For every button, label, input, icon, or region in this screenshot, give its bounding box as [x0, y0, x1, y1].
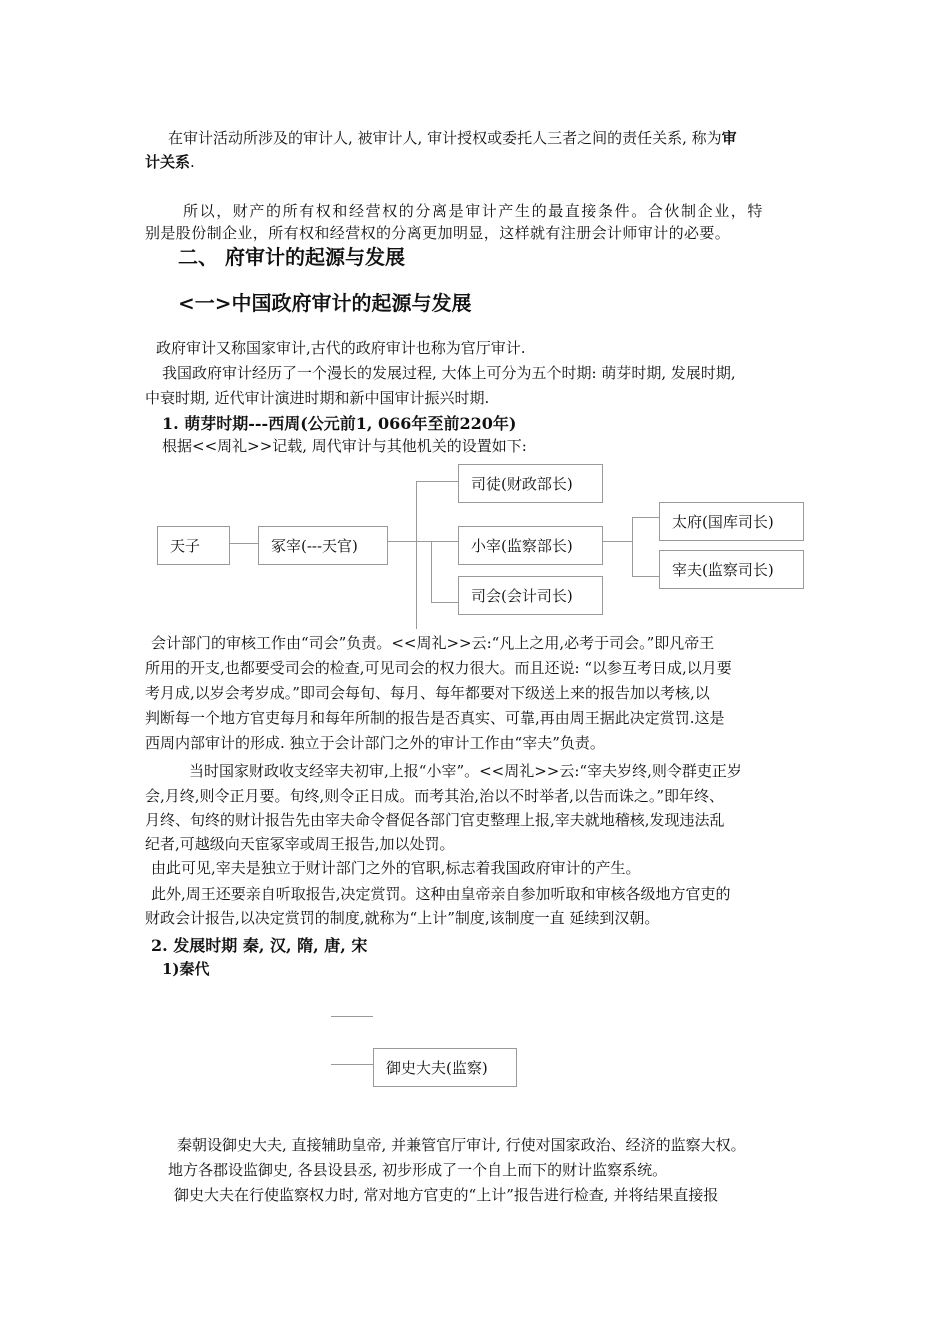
connector-line	[331, 1064, 374, 1065]
ownership-line-1: 所以，财产的所有权和经营权的分离是审计产生的最直接条件。合伙制企业，特	[183, 202, 765, 220]
section-2-sub-qin: 1)秦代	[162, 960, 210, 978]
sihui-para-line: 考月成,以岁会考岁成。”即司会每旬、每月、每年都要对下级送上来的报告加以考核,以	[145, 684, 710, 702]
ownership-line-2: 别是股份制企业，所有权和经营权的分离更加明显，这样就有注册会计师审计的必要。	[145, 224, 731, 242]
connector-line	[603, 541, 633, 542]
connector-line	[431, 602, 459, 603]
node-xiaozai: 小宰(监察部长)	[458, 526, 603, 565]
node-yushi-dafu: 御史大夫(监察)	[373, 1048, 517, 1087]
section-1-intro: 根据<<周礼>>记载, 周代审计与其他机关的设置如下:	[162, 437, 527, 455]
connector-line	[331, 1016, 373, 1017]
section-1-title: 1. 萌芽时期---西周(公元前1, 066年至前220年)	[162, 414, 517, 433]
node-zaifu: 宰夫(监察司长)	[659, 550, 804, 589]
node-tianzi: 天子	[157, 526, 230, 565]
section-heading-china: <一>中国政府审计的起源与发展	[178, 291, 472, 315]
gov-audit-definition: 政府审计又称国家审计,古代的政府审计也称为官厅审计.	[156, 339, 526, 357]
qin-para-line: 地方各郡设监御史, 各县设县丞, 初步形成了一个自上而下的财计监察系统。	[168, 1161, 668, 1179]
node-sihui: 司会(会计司长)	[458, 576, 603, 615]
periods-line-1: 我国政府审计经历了一个漫长的发展过程, 大体上可分为五个时期: 萌芽时期, 发展时期,	[162, 364, 736, 382]
sihui-para-line: 所用的开支,也都要受司会的检查,可见司会的权力很大。而且还说: “以参互考日成,以月要	[145, 659, 732, 677]
sihui-para-line: 判断每一个地方官吏每月和每年所制的报告是否真实、可靠,再由周王据此决定赏罚.这是	[145, 709, 725, 727]
qin-para-line: 秦朝设御史大夫, 直接辅助皇帝, 并兼管官厅审计, 行使对国家政治、经济的监察大权。	[177, 1136, 746, 1154]
section-2-title: 2. 发展时期 秦, 汉, 隋, 唐, 宋	[151, 936, 368, 955]
zaifu-para-line: 月终、旬终的财计报告先由宰夫命令督促各部门官吏整理上报,宰夫就地稽核,发现违法乱	[145, 811, 725, 829]
zaifu-para-line: 会,月终,则令正月要。旬终,则令正日成。而考其治,治以不时举者,以告而诛之。”即年终、	[145, 787, 725, 805]
shangji-para-line: 财政会计报告,以决定赏罚的制度,就称为“上计”制度,该制度一直 延续到汉朝。	[145, 909, 660, 927]
zaifu-para-line: 当时国家财政收支经宰夫初审,上报“小宰”。<<周礼>>云:“宰夫岁终,则令群吏正岁	[189, 762, 742, 780]
sihui-para-line: 会计部门的审核工作由“司会”负责。<<周礼>>云:“凡上之用,必考于司会。”即凡帝王	[151, 634, 715, 652]
audit-relation-term-end: 计关系	[145, 153, 191, 171]
conclusion-line: 由此可见,宰夫是独立于财计部门之外的官职,标志着我国政府审计的产生。	[151, 859, 641, 877]
connector-line	[431, 541, 432, 603]
audit-relation-term-start: 审	[721, 129, 737, 147]
connector-line	[387, 541, 459, 542]
section-heading-2: 二、 府审计的起源与发展	[178, 245, 405, 269]
node-taifu: 太府(国库司长)	[659, 502, 804, 541]
node-situ: 司徒(财政部长)	[458, 464, 603, 503]
connector-line	[632, 517, 660, 518]
audit-relation-line-2: 计关系.	[145, 153, 195, 171]
zaifu-para-line: 纪者,可越级向天宦冢宰或周王报告,加以处罚。	[145, 835, 455, 853]
shangji-para-line: 此外,周王还要亲自听取报告,决定赏罚。这种由皇帝亲自参加听取和审核各级地方官吏的	[151, 885, 731, 903]
connector-line	[632, 517, 633, 577]
sihui-para-line: 西周内部审计的形成. 独立于会计部门之外的审计工作由“宰夫”负责。	[145, 734, 605, 752]
audit-relation-line-1: 在审计活动所涉及的审计人, 被审计人, 审计授权或委托人三者之间的责任关系, 称为审	[168, 129, 737, 147]
node-zhongzai: 冢宰(---天官)	[258, 526, 388, 565]
connector-line	[416, 481, 459, 482]
connector-line	[632, 576, 660, 577]
connector-line	[229, 543, 259, 544]
periods-line-2: 中衰时期, 近代审计演进时期和新中国审计振兴时期.	[145, 389, 490, 407]
connector-line	[416, 481, 417, 629]
qin-para-line: 御史大夫在行使监察权力时, 常对地方官吏的“上计”报告进行检查, 并将结果直接报	[174, 1186, 719, 1204]
